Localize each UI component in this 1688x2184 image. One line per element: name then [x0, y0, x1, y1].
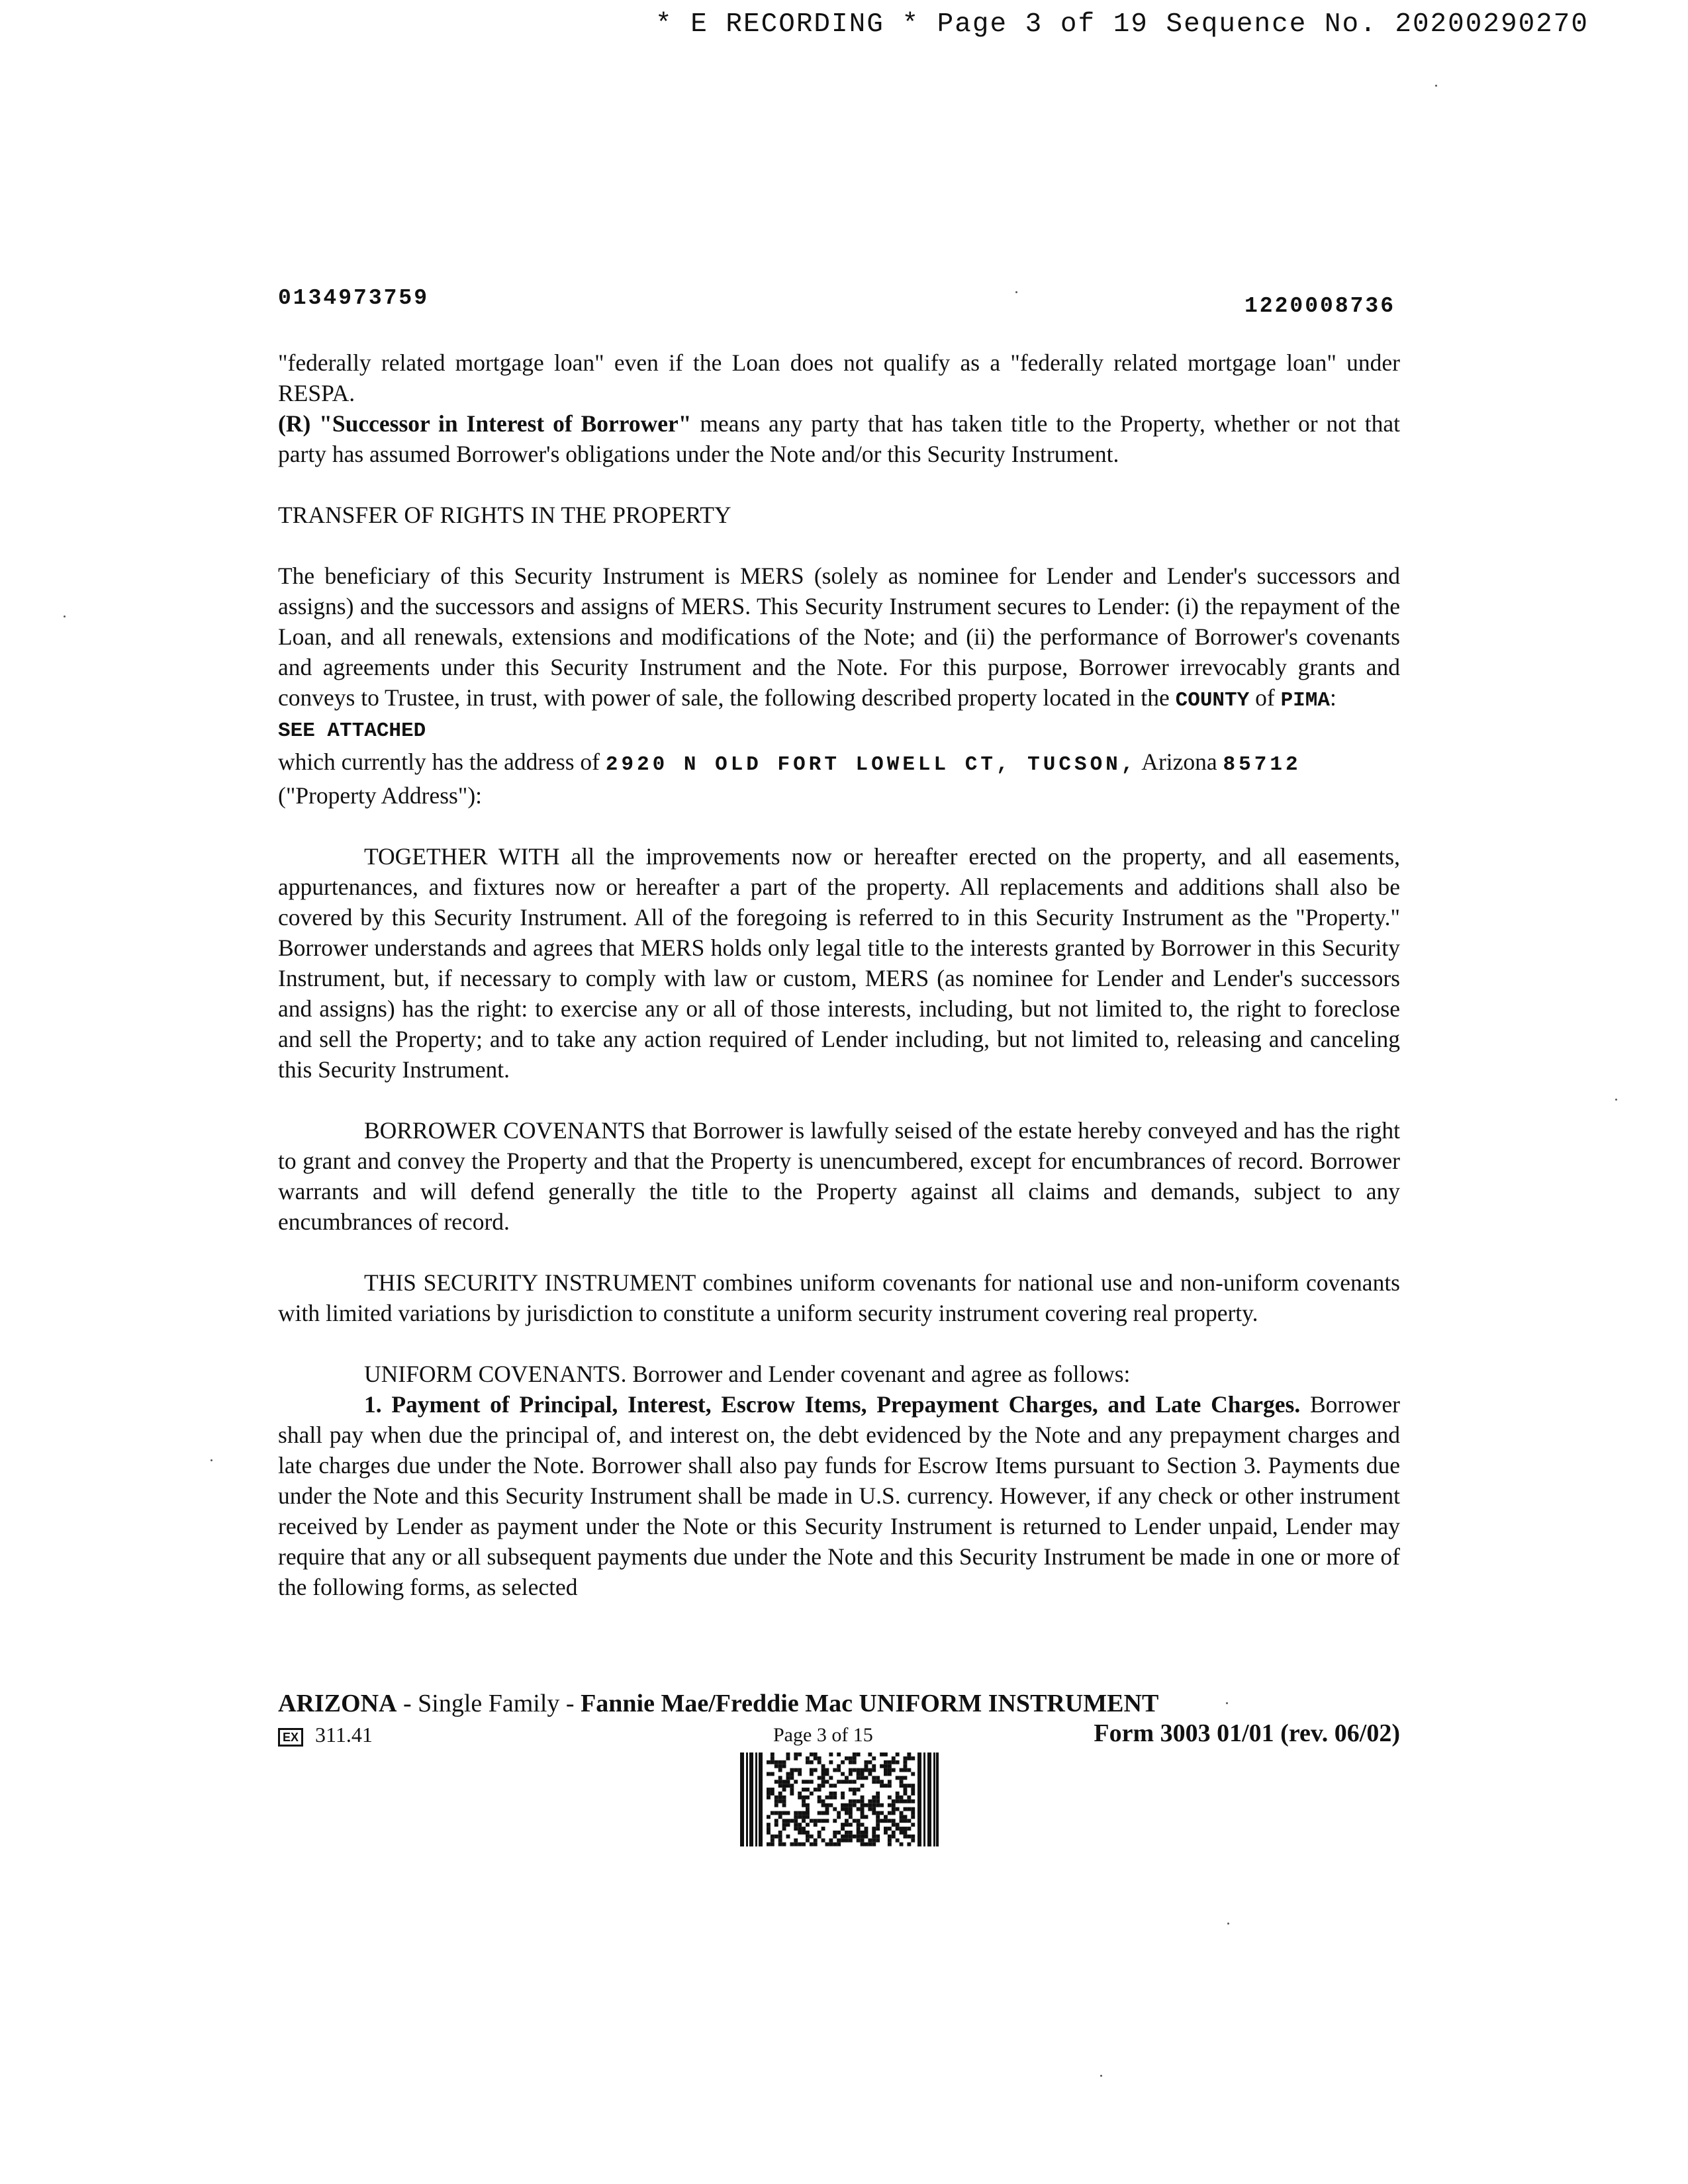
- paragraph-successor: [278, 408, 1400, 469]
- county-name: PIMA: [1280, 689, 1330, 712]
- paragraph-beneficiary: [278, 561, 1400, 716]
- paragraph-security-instrument: THIS SECURITY INSTRUMENT combines uniform covenants for national use and non-uniform covenants with limited variations by jurisdiction to constitute a uniform security instrument covering real property.: [278, 1269, 1400, 1326]
- footer-form-number: Form 3003 01/01 (rev. 06/02): [1094, 1719, 1400, 1747]
- loan-number-right: 1220008736: [1244, 294, 1396, 318]
- paragraph-respa: "federally related mortgage loan" even if the Loan does not qualify as a "federally related mortgage loan" under RESPA.: [278, 349, 1400, 406]
- section-1-heading: 1. Payment of Principal, Interest, Escrow Items, Prepayment Charges, and Late Charges.: [364, 1391, 1301, 1418]
- see-attached: SEE ATTACHED: [278, 719, 426, 743]
- scan-speck: [211, 1459, 212, 1461]
- address-city: TUCSON,: [1011, 753, 1137, 776]
- county-colon: :: [1330, 684, 1336, 711]
- address-state: Arizona: [1137, 749, 1223, 775]
- scan-speck: [1100, 2075, 1102, 2077]
- definition-successor: means any party that has taken title to the Property, whether or not that party has assumed Borrower's obligations under the Note and/or this Security Instrument.: [278, 410, 1400, 467]
- county-label: COUNTY: [1175, 689, 1250, 712]
- footer-page-number: Page 3 of 15: [773, 1724, 873, 1746]
- footer-code: 311.41: [315, 1723, 373, 1747]
- term-successor: (R) "Successor in Interest of Borrower": [278, 410, 692, 437]
- county-of: of: [1249, 684, 1281, 711]
- property-address-label: ("Property Address"):: [278, 782, 483, 809]
- scan-speck: [1227, 1923, 1229, 1925]
- address-prefix: which currently has the address of: [278, 749, 606, 775]
- paragraph-borrower-covenants: BORROWER COVENANTS that Borrower is lawfully seised of the estate hereby conveyed and has the right to grant and convey the Property and that the Property is unencumbered, except for encumbrances of record. Borrower warrants and will defend generally the title to the Property against all claims and demands, subject to any encumbrances of record.: [278, 1117, 1400, 1235]
- scan-speck: [1615, 1099, 1617, 1101]
- paragraph-together-with: TOGETHER WITH all the improvements now or hereafter erected on the property, and all easements, appurtenances, and fixtures now or hereafter a part of the property. All replacements and additions shall also be covered by this Security Instrument. All of the foregoing is referred to in this Security Instrument as the "Property." Borrower understands and agrees that MERS holds only legal title to the interests granted by Borrower in this Security Instrument, but, if necessary to comply with law or custom, MERS (as nominee for Lender and Lender's successors and assigns) has the right: to exercise any or all of those interests, including, but not limited to, the right to foreclose and sell the Property; and to take any action required of Lender including, but not limited to, releasing and canceling this Security Instrument.: [278, 843, 1400, 1083]
- scan-speck: [1015, 291, 1017, 293]
- address-street: 2920 N OLD FORT LOWELL CT,: [605, 753, 1012, 776]
- recording-header: * E RECORDING * Page 3 of 19 Sequence No. 20200290270: [655, 9, 1589, 40]
- paragraph-uniform-covenants: UNIFORM COVENANTS. Borrower and Lender covenant and agree as follows:: [364, 1361, 1131, 1387]
- footer-details: [278, 1719, 1400, 1753]
- section-1-text: Borrower shall pay when due the principal of, and interest on, the debt evidenced by the Note and any prepayment charges and late charges due under the Note. Borrower shall also pay funds for Escrow Items pursuant to Section 3. Payments due under the Note and this Security Instrument shall be made in U.S. currency. However, if any check or other instrument received by Lender as payment under the Note or this Security Instrument is returned to Lender unpaid, Lender may require that any or all subsequent payments due under the Note and this Security Instrument be made in one or more of the following forms, as selected: [278, 1391, 1400, 1600]
- paragraph-payment: [278, 1389, 1400, 1602]
- scan-speck: [1435, 85, 1437, 87]
- footer-title: [278, 1689, 1158, 1718]
- barcode-icon: [740, 1752, 939, 1846]
- document-body: [278, 347, 1400, 1602]
- beneficiary-text: The beneficiary of this Security Instrument is MERS (solely as nominee for Lender and Lender's successors and assigns) and the successors and assigns of MERS. This Security Instrument secures to Lender: (i) the repayment of the Loan, and all renewals, extensions and modifications of the Note; and (ii) the performance of Borrower's covenants and agreements under this Security Instrument and the Note. For this purpose, Borrower irrevocably grants and conveys to Trustee, in trust, with power of sale, the following described property located in the: [278, 563, 1400, 711]
- scan-speck: [64, 615, 66, 617]
- paragraph-address: [278, 747, 1400, 780]
- heading-transfer: TRANSFER OF RIGHTS IN THE PROPERTY: [278, 502, 731, 528]
- ex-badge-icon: EX: [278, 1728, 303, 1747]
- footer-state: ARIZONA: [278, 1690, 397, 1717]
- address-zip: 85712: [1223, 753, 1301, 776]
- footer-family: - Single Family -: [397, 1690, 581, 1717]
- scan-speck: [1226, 1702, 1228, 1704]
- footer-instrument: Fannie Mae/Freddie Mac UNIFORM INSTRUMENT: [581, 1690, 1159, 1717]
- loan-number-left: 0134973759: [278, 286, 430, 310]
